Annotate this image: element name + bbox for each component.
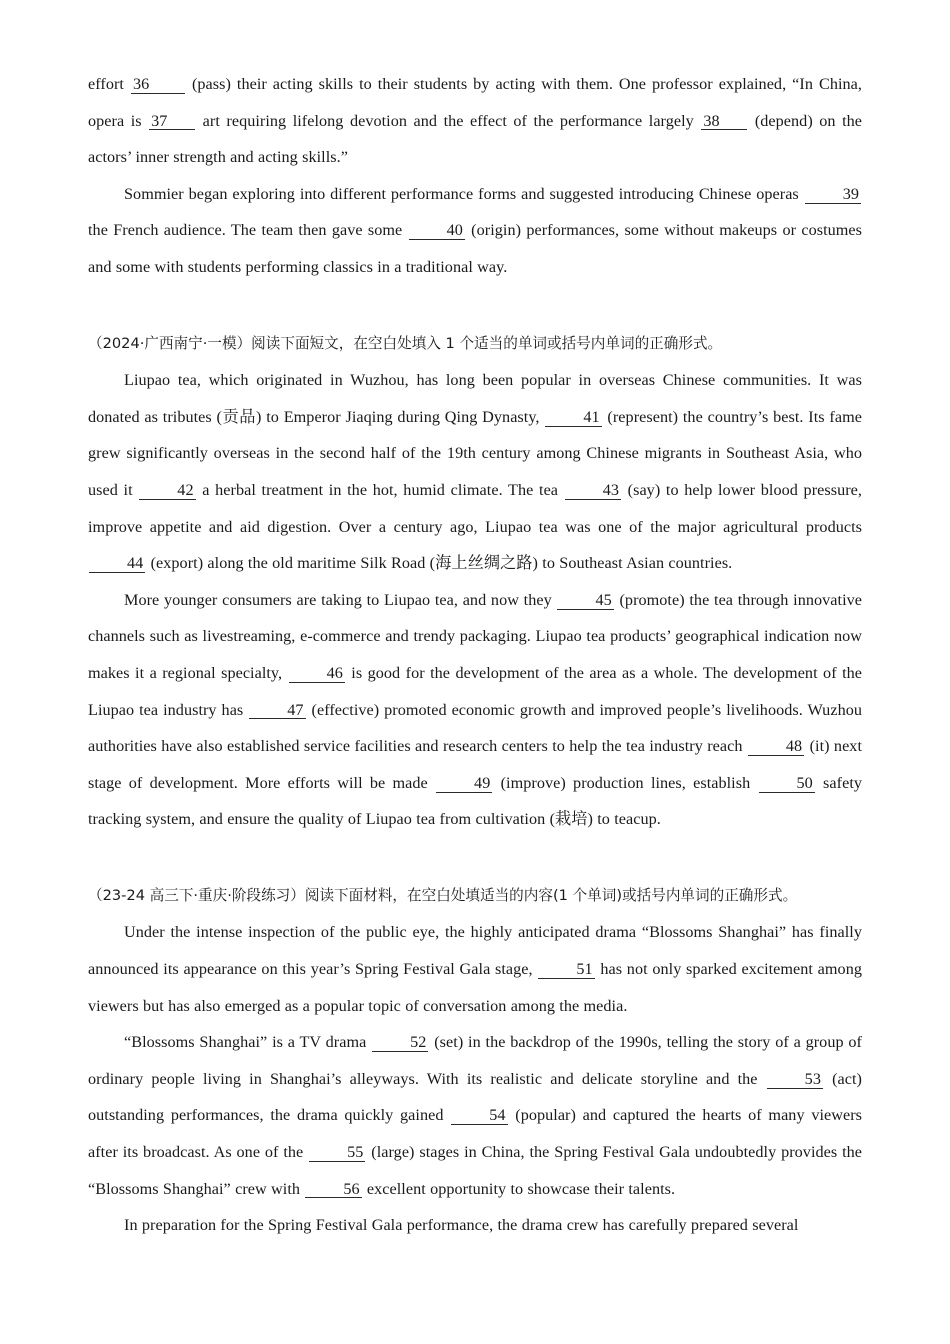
paragraph-p-opera-2: [88, 176, 862, 286]
section-spacer: [88, 838, 862, 878]
text-run: art requiring lifelong devotion and the effect of the performance largely: [196, 111, 701, 130]
paragraph-p-blossoms-2: [88, 1024, 862, 1207]
text-run: is good for the development of the area as a whole. The development of the Liupao tea industry has: [88, 663, 862, 719]
source-header-source-blossoms: [88, 878, 862, 915]
text-run: (popular) and captured the hearts of many viewers after its broadcast. As one of the: [88, 1106, 863, 1162]
text-run: (export) along the old maritime Silk Road (海上丝绸之路) to Southeast Asian countries.: [146, 554, 733, 573]
answer-blank-38[interactable]: 38: [701, 113, 747, 131]
answer-blank-41[interactable]: 41: [545, 409, 601, 427]
text-run: More younger consumers are taking to Liupao tea, and now they: [124, 590, 557, 609]
text-run: excellent opportunity to showcase their talents.: [362, 1179, 676, 1198]
answer-blank-55[interactable]: 55: [309, 1144, 365, 1162]
answer-blank-48[interactable]: 48: [748, 738, 804, 756]
text-run: In preparation for the Spring Festival Gala performance, the drama crew has carefully prepared several: [124, 1216, 799, 1235]
text-run: (effective) promoted economic growth and improved people’s livelihoods. Wuzhou authorities have also established service facilities and research centers to help the tea industry reach: [88, 700, 862, 756]
source-header-source-liupao: [88, 326, 862, 363]
answer-blank-50[interactable]: 50: [759, 775, 815, 793]
source-header-text: （23-24 高三下·重庆·阶段练习）阅读下面材料，在空白处填适当的内容(1 个单词)或括号内单词的正确形式。: [88, 886, 798, 904]
text-run: Under the intense inspection of the public eye, the highly anticipated drama “Blossoms Shanghai” has finally announced its appearance on this year’s Spring Festival Gala stage,: [88, 923, 862, 979]
text-run: the French audience. The team then gave some: [88, 221, 408, 240]
answer-blank-37[interactable]: 37: [149, 113, 195, 131]
answer-blank-49[interactable]: 49: [436, 775, 492, 793]
paragraph-p-opera-1: [88, 66, 862, 176]
text-run: (promote) the tea through innovative channels such as livestreaming, e-commerce and trendy packaging. Liupao tea products’ geographical indication now makes it a regional specialty,: [88, 590, 863, 682]
text-run: (large) stages in China, the Spring Festival Gala undoubtedly provides the “Blossoms Shanghai” crew with: [88, 1143, 863, 1198]
answer-blank-53[interactable]: 53: [767, 1071, 823, 1089]
paragraph-p-tea-2: [88, 582, 862, 838]
answer-blank-45[interactable]: 45: [557, 592, 613, 610]
text-run: (improve) production lines, establish: [493, 773, 758, 792]
text-run: (it) next stage of development. More efforts will be made: [88, 737, 862, 792]
text-run: (represent) the country’s best. Its fame grew significantly overseas in the second half of the 19th century among Chinese migrants in Southeast Asia, who used it: [88, 407, 862, 499]
source-header-text: （2024·广西南宁·一模）阅读下面短文，在空白处填入 1 个适当的单词或括号内单词的正确形式。: [88, 334, 723, 352]
answer-blank-42[interactable]: 42: [139, 482, 195, 500]
section-section-blossoms-shanghai: [88, 838, 862, 1244]
paragraph-p-blossoms-1: [88, 914, 862, 1024]
text-run: (depend) on the actors’ inner strength and acting skills.”: [88, 111, 863, 167]
text-run: (say) to help lower blood pressure, improve appetite and aid digestion. Over a century ago, Liupao tea was one of the major agricultural products: [88, 480, 862, 536]
document-body: [88, 66, 862, 1244]
text-run: effort: [88, 75, 130, 93]
answer-blank-47[interactable]: 47: [249, 702, 305, 720]
answer-blank-46[interactable]: 46: [289, 665, 345, 683]
answer-blank-56[interactable]: 56: [305, 1181, 361, 1199]
section-section-liupao-tea: [88, 286, 862, 838]
answer-blank-43[interactable]: 43: [565, 482, 621, 500]
paragraph-p-blossoms-3: [88, 1207, 862, 1244]
text-run: (act) outstanding performances, the drama quickly gained: [88, 1069, 862, 1125]
answer-blank-44[interactable]: 44: [89, 555, 145, 573]
answer-blank-52[interactable]: 52: [372, 1034, 428, 1052]
answer-blank-40[interactable]: 40: [409, 222, 465, 240]
text-run: Sommier began exploring into different performance forms and suggested introducing Chinese operas: [124, 184, 804, 203]
paragraph-p-tea-1: [88, 362, 862, 582]
answer-blank-51[interactable]: 51: [538, 961, 594, 979]
text-run: (set) in the backdrop of the 1990s, telling the story of a group of ordinary people living in Shanghai’s alleyways. With its realistic and delicate storyline and the: [88, 1033, 862, 1088]
answer-blank-39[interactable]: 39: [805, 186, 861, 204]
section-spacer: [88, 286, 862, 326]
section-section-chinese-opera: [88, 66, 862, 286]
answer-blank-36[interactable]: 36: [131, 76, 185, 94]
text-run: a herbal treatment in the hot, humid climate. The tea: [196, 480, 564, 499]
text-run: has not only sparked excitement among viewers but has also emerged as a popular topic of conversation among the media.: [88, 960, 862, 1015]
text-run: “Blossoms Shanghai” is a TV drama: [124, 1033, 372, 1052]
text-run: (origin) performances, some without makeups or costumes and some with students performing classics in a traditional way.: [88, 221, 862, 276]
text-run: Liupao tea, which originated in Wuzhou, has long been popular in overseas Chinese communities. It was donated as tributes (贡品) to Emperor Jiaqing during Qing Dynasty,: [88, 371, 862, 426]
text-run: (pass) their acting skills to their students by acting with them. One professor explained, “In China, opera is: [88, 75, 862, 130]
text-run: safety tracking system, and ensure the quality of Liupao tea from cultivation (栽培) to teacup.: [88, 773, 863, 829]
answer-blank-54[interactable]: 54: [451, 1107, 507, 1125]
